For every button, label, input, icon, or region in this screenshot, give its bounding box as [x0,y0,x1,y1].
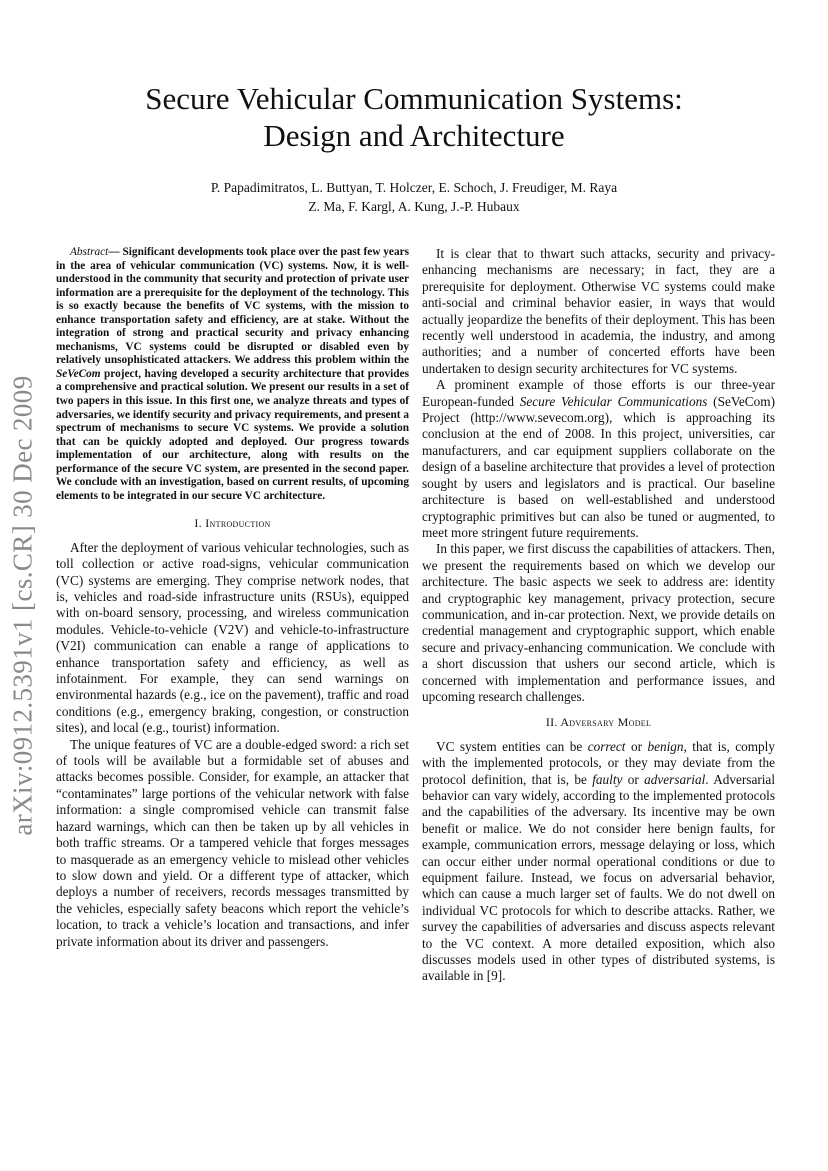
section-heading-introduction: I. Introduction [194,516,271,531]
term-benign: benign [647,738,684,754]
adv-text-1: VC system entities can be [436,738,588,754]
title-line-2: Design and Architecture [263,118,565,153]
right-paragraph-3: In this paper, we first discuss the capabilities of attackers. Then, we present the requirements based on which we develop our architecture. The basic aspects we seek to address are: identity and cryptographic key management, privacy protection, secure communication, and in-car protection. Next, we provide details on credential management and cryptographic support, which enable secure and privacy-enhancing communication. We conclude with a short discussion that ushers our second article, which is concerned with implementation and performance issues, and upcoming research challenges. [422,541,775,704]
project-full-name: Secure Vehicular Communications [519,393,708,409]
right-p2-text-1: A prominent example of those efforts is our three-year European-funded [422,377,775,409]
adversary-paragraph [422,739,775,985]
right-p2-text-2: (SeVeCom) Project (http://www.sevecom.org), which is approaching its conclusion at the end of 2008. In this project, universities, car manufacturers, and car equipment suppliers collaborate on the design of a baseline architecture that provides a level of protection sought by users and legislators and is practical. Our baseline architecture is based on well-established and understood cryptographic primitives but can also be tuned or augmented, to meet more stringent future requirements. [422,393,775,540]
adv-text-3: . Adversarial behavior can vary widely, according to the implemented protocols and the capabilities of the adversary. Its incentive may be own benefit or malice. We do not consider here benign faults, for example, communication errors, message delaying or loss, which can occur either under normal operational conditions or due to equipment failure. Instead, we focus on adversarial behavior, which can cause a much larger set of faults. We do not dwell on individual VC protocols for which to describe attacks. Rather, we survey the capabilities of adversaries and discuss aspects relevant to the VC context. A more detailed exposition, which also discusses models used in other types of distributed systems, is available in [9]. [422,771,775,984]
title-line-1: Secure Vehicular Communication Systems: [145,81,683,116]
intro-paragraph-2: The unique features of VC are a double-edged sword: a rich set of tools will be available but a formidable set of abuses and attacks becomes possible. Consider, for example, an attacker that “contaminates” large portions of the vehicular network with false information: a single compromised vehicle can transmit false hazard warnings, which can then be taken up by all vehicles in both traffic streams. Or a tampered vehicle that forges messages to masquerade as an emergency vehicle to mislead other vehicles to slow down and yield. Or a different type of attacker, which deploys a number of receivers, records messages transmitted by the vehicles, especially safety beacons which report the vehicle’s location, to track a vehicle’s location and transactions, and infer private information about its driver and passengers. [56,736,409,949]
left-column [56,246,409,950]
right-paragraph-2 [422,377,775,541]
author-list [0,178,828,216]
adv-text-2: , that is, comply with the implemented protocols, or they may deviate from the protocol definition, that is, be [422,738,775,787]
adv-or-2: or [622,771,645,787]
abstract-dash: — [108,246,123,258]
right-column [422,246,775,985]
right-paragraph-1: It is clear that to thwart such attacks, security and privacy-enhancing mechanisms are necessary; in fact, they are a prerequisite for deployment. Otherwise VC systems could make anti-social and criminal behavior easier, in ways that would actually jeopardize the benefits of their deployment. This has been recently well understood in academia, the industry, and among authorities; and a number of concerted efforts have been undertaken to design security architectures for VC systems. [422,246,775,376]
intro-paragraph-1: After the deployment of various vehicular technologies, such as toll collection or active road-signs, vehicular communication (VC) systems are emerging. They comprise network nodes, that is, vehicles and road-side infrastructure units (RSUs), equipped with on-board sensory, processing, and wireless communication modules. Vehicle-to-vehicle (V2V) and vehicle-to-infrastructure (V2I) communication can enable a range of applications to enhance transportation safety and efficiency, as well as infotainment. For example, they can send warnings on environmental hazards (e.g., ice on the pavement), traffic and road conditions (e.g., emergency braking, congestion, or construction sites), and local (e.g., tourist) information. [56,539,409,736]
abstract-text-1: Significant developments took place over the past few years in the area of vehicular communication (VC) systems. Now, it is well-understood in the community that security and protection of private user information are a prerequisite for the deployment of the technology. This is so exactly because the benefits of VC systems, with the mission to enhance transportation safety and efficiency, are at stake. Without the integration of strong and practical security and privacy enhancing mechanisms, VC systems could be disrupted or disabled even by relatively unsophisticated attackers. We address this problem within the [56,246,410,367]
term-correct: correct [587,738,626,754]
abstract-project-name: SeVeCom [56,367,101,380]
authors-line-2: Z. Ma, F. Kargl, A. Kung, J.-P. Hubaux [308,199,520,214]
paper-title [0,80,828,154]
adv-or-1: or [625,738,648,754]
abstract [56,246,409,503]
term-faulty: faulty [592,771,623,787]
term-adversarial: adversarial [644,771,706,787]
section-heading-adversary-model: II. Adversary Model [545,715,652,730]
arxiv-identifier: arXiv:0912.5391v1 [cs.CR] 30 Dec 2009 [7,375,38,836]
abstract-text-2: project, having developed a security architecture that provides a comprehensive and practical solution. We present our results in a set of two papers in this issue. In this first one, we analyze threats and types of adversaries, we identify security and privacy requirements, and present a spectrum of mechanisms to secure VC systems. We provide a solution that can be quickly adopted and deployed. Our progress towards implementation of our architecture, along with results on the performance of the secure VC system, are presented in the second paper. We conclude with an investigation, based on current results, of upcoming elements to be integrated in our secure VC architecture. [56,367,410,502]
authors-line-1: P. Papadimitratos, L. Buttyan, T. Holczer, E. Schoch, J. Freudiger, M. Raya [210,180,618,195]
abstract-label: Abstract [70,246,109,258]
